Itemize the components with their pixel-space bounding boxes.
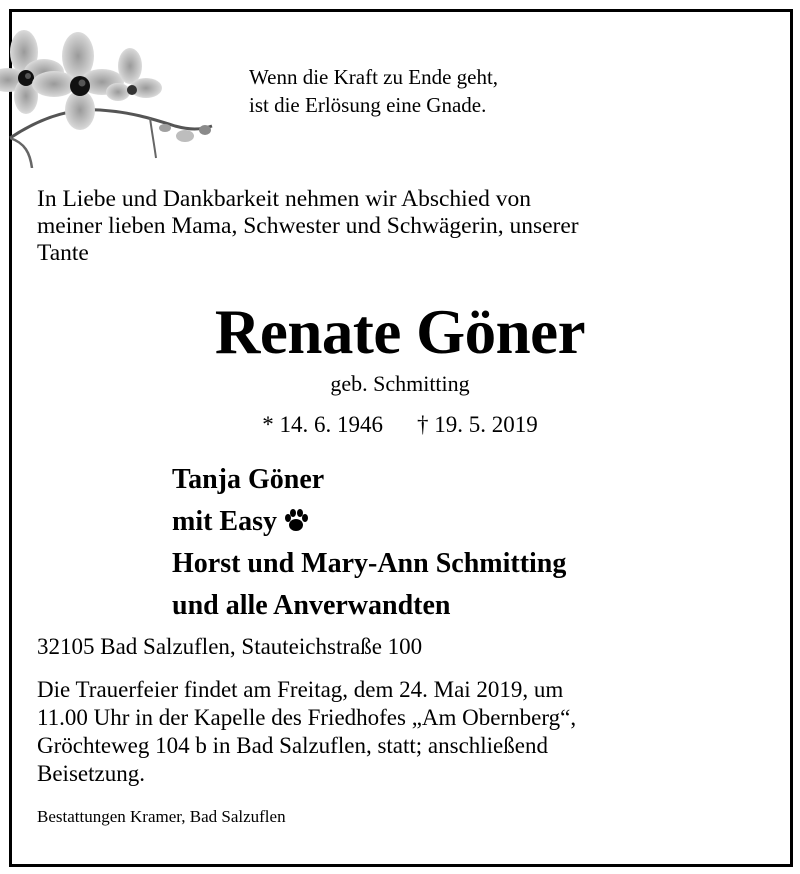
mourner-line: mit Easy — [172, 506, 277, 537]
memorial-quote — [249, 63, 498, 119]
undertaker-credit: Bestattungen Kramer, Bad Salzuflen — [37, 807, 286, 826]
life-dates — [0, 410, 800, 440]
quote-line: ist die Erlösung eine Gnade. — [249, 93, 487, 117]
mourner-address: 32105 Bad Salzuflen, Stauteichstraße 100 — [37, 634, 423, 659]
intro-line: meiner lieben Mama, Schwester und Schwägerin, unserer — [37, 213, 579, 239]
mourner-line: Tanja Göner — [172, 464, 325, 495]
death-date: † 19. 5. 2019 — [417, 412, 538, 437]
mourner-line: Horst und Mary-Ann Schmitting — [172, 548, 567, 579]
funeral-service-info — [37, 676, 767, 788]
service-line: Die Trauerfeier findet am Freitag, dem 24. Mai 2019, um — [37, 677, 564, 702]
intro-text — [37, 186, 767, 267]
deceased-name: Renate Göner — [214, 297, 586, 367]
quote-line: Wenn die Kraft zu Ende geht, — [249, 65, 499, 89]
intro-line: Tante — [37, 240, 89, 266]
intro-line: In Liebe und Dankbarkeit nehmen wir Abschied von — [37, 186, 532, 212]
service-line: Beisetzung. — [37, 761, 145, 786]
mourner-line: und alle Anverwandten — [172, 590, 451, 621]
birth-date: * 14. 6. 1946 — [262, 412, 383, 437]
service-line: Gröchteweg 104 b in Bad Salzuflen, statt; anschließend — [37, 733, 548, 758]
birth-name: geb. Schmitting — [330, 371, 470, 396]
mourner-line-with-paw — [172, 501, 566, 543]
orchid-flower-image — [0, 18, 225, 168]
paw-print-icon — [283, 509, 309, 533]
mourners-list — [172, 459, 566, 627]
service-line: 11.00 Uhr in der Kapelle des Friedhofes „Am Obernberg“, — [37, 705, 577, 730]
